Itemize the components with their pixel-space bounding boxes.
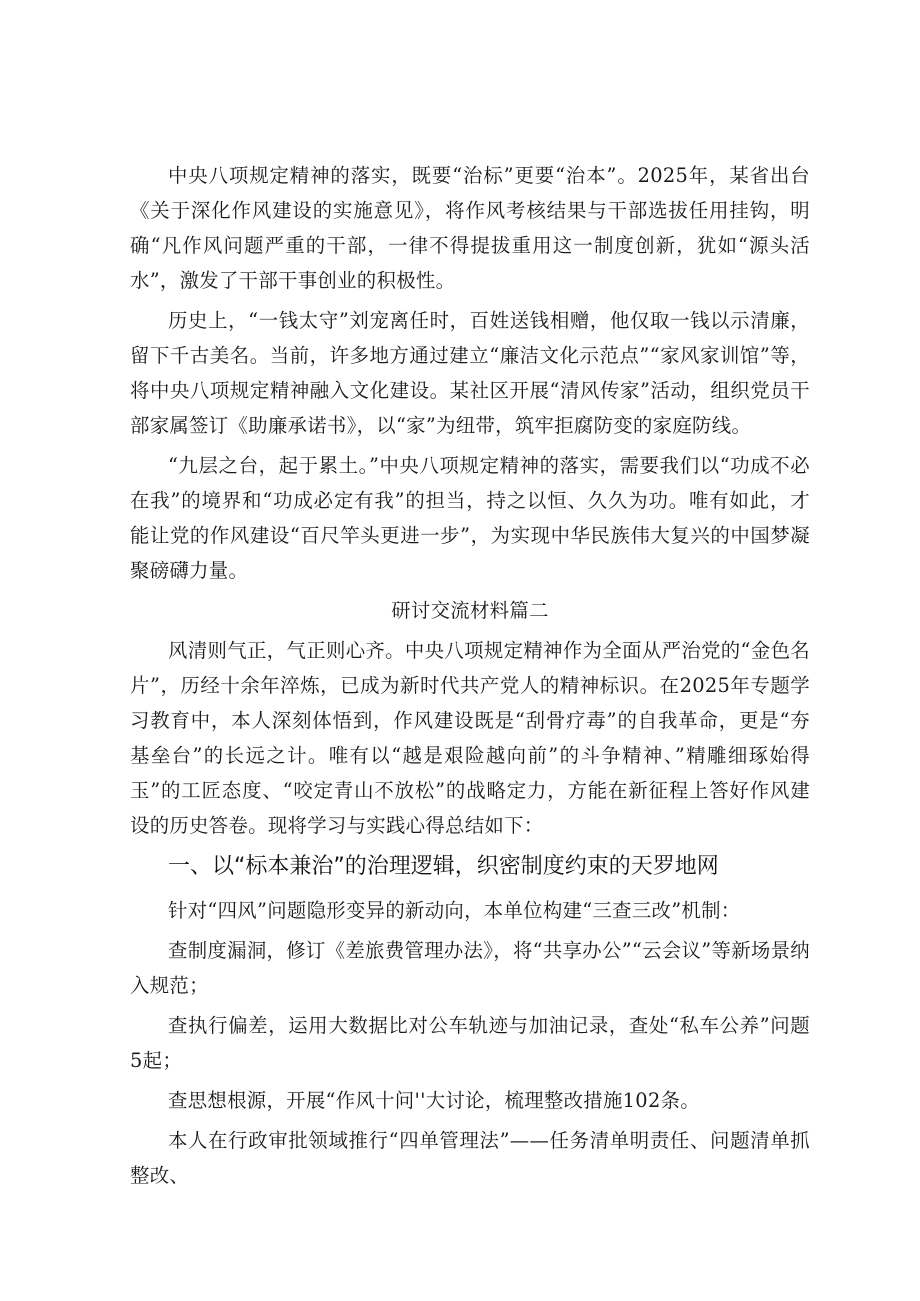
list-item: 查执行偏差，运用大数据比对公车轨迹与加油记录，查处“私车公养”问题5起； — [130, 1014, 810, 1072]
list-item: 针对“四风”问题隐形变异的新动向，本单位构建“三查三改”机制： — [168, 899, 741, 922]
list-item: 查思想根源，开展“作风十问''大讨论，梳理整改措施102条。 — [168, 1089, 700, 1112]
document-body — [130, 158, 810, 1198]
paragraph-policy-implementation: 中央八项规定精神的落实，既要“治标”更要“治本”。2025年，某省出台《关于深化作风建设的实施意见》，将作风考核结果与干部选拔任用挂钩，明确“凡作风问题严重的干部，一律不得提拔重用这一制度创新，犹如“源头活水”，激发了干部干事创业的积极性。 — [130, 164, 810, 292]
paragraph-history-culture: 历史上，“一钱太守”刘宠离任时，百姓送钱相赠，他仅取一钱以示清廉，留下千古美名。当前，许多地方通过建立“廉洁文化示范点”“家风家训馆”等，将中央八项规定精神融入文化建设。某社区开展“清风传家”活动，组织党员干部家属签订《助廉承诺书》，以“家”为纽带，筑牢拒腐防变的家庭防线。 — [130, 309, 810, 437]
paragraph-conclusion: “九层之台，起于累土。”中央八项规定精神的落实，需要我们以“功成不必在我”的境界和“功成必定有我”的担当，持之以恒、久久为功。唯有如此，才能让党的作风建设“百尺竿头更进一步”，为实现中华民族伟大复兴的中国梦凝聚磅礴力量。 — [130, 454, 810, 582]
section-heading-1: 一、以“标本兼治”的治理逻辑，织密制度约束的天罗地网 — [168, 854, 719, 879]
paragraph-intro: 风清则气正，气正则心齐。中央八项规定精神作为全面从严治党的“金色名片”，历经十余年淬炼，已成为新时代共产党人的精神标识。在2025年专题学习教育中，本人深刻体悟到，作风建设既是“刮骨疗毒”的自我革命，更是“夯基垒台”的长远之计。唯有以“越是艰险越向前”的斗争精神、”精雕细琢始得玉”的工匠态度、“咬定青山不放松”的战略定力，方能在新征程上答好作风建设的历史答卷。现将学习与实践心得总结如下： — [130, 639, 810, 837]
list-item: 查制度漏洞，修订《差旅费管理办法》，将“共享办公”“云会议”等新场景纳入规范； — [130, 939, 810, 997]
section-subtitle: 研讨交流材料篇二 — [391, 599, 549, 622]
list-item: 本人在行政审批领域推行“四单管理法”——任务清单明责任、问题清单抓整改、 — [130, 1129, 810, 1187]
